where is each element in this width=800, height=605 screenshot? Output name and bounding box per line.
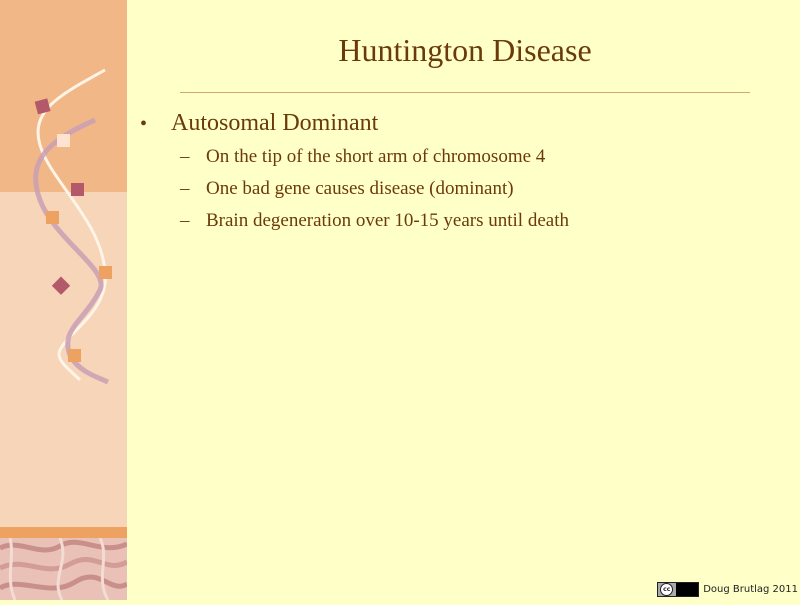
texture-pattern	[0, 538, 127, 600]
square-marker	[52, 277, 70, 295]
cc-logo-icon: cc	[660, 583, 673, 596]
sub-bullet-text: One bad gene causes disease (dominant)	[206, 178, 514, 199]
slide-title: Huntington Disease	[338, 32, 592, 68]
sidebar-texture	[0, 538, 127, 600]
author-credit: Doug Brutlag 2011	[703, 584, 798, 595]
title-divider	[180, 92, 750, 93]
sub-bullet-marker: –	[180, 210, 190, 231]
bullet-marker: •	[140, 113, 148, 135]
sidebar-band	[0, 527, 127, 538]
square-marker	[71, 183, 84, 196]
square-marker	[35, 98, 51, 114]
creative-commons-icon[interactable]	[657, 582, 699, 597]
sub-bullet-item	[180, 210, 569, 232]
footer	[657, 582, 798, 597]
sub-bullet-marker: –	[180, 178, 190, 199]
sub-bullet-item	[180, 146, 545, 168]
square-marker	[46, 211, 59, 224]
sub-bullet-text: Brain degeneration over 10-15 years until death	[206, 210, 569, 231]
dna-helix-illustration	[0, 0, 127, 400]
bullet-item	[140, 110, 378, 137]
square-marker	[57, 134, 70, 147]
sub-bullet-text: On the tip of the short arm of chromosome 4	[206, 146, 546, 167]
square-marker	[99, 266, 112, 279]
square-marker	[68, 349, 81, 362]
bullet-text: Autosomal Dominant	[171, 110, 379, 136]
sub-bullet-marker: –	[180, 146, 190, 167]
sidebar	[0, 0, 127, 600]
license-bar	[676, 583, 698, 596]
sub-bullet-item	[180, 178, 514, 200]
